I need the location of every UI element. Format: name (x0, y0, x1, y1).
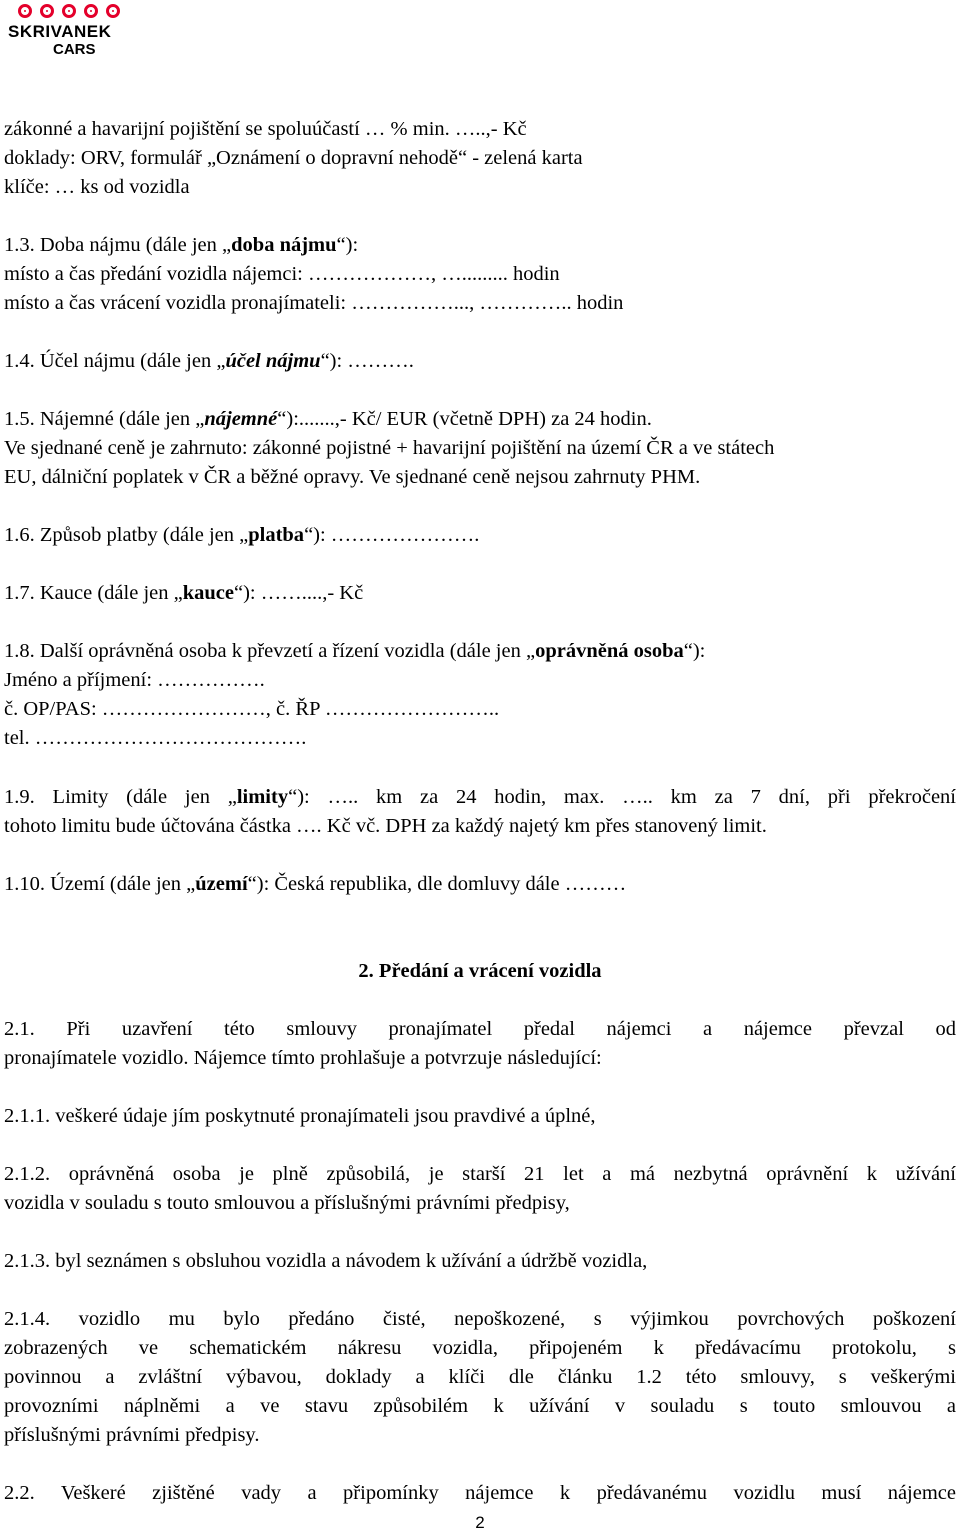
steering-wheel-icon (40, 4, 54, 18)
text-line: provozními náplněmi a ve stavu způsobilém k užívání v souladu s touto smlouvou a (4, 1395, 956, 1417)
text-line: Ve sjednané ceně je zahrnuto: zákonné pojistné + havarijní pojištění na území ČR a ve státech (4, 437, 775, 459)
text-line: č. OP/PAS: ……………………, č. ŘP …………………….. (4, 698, 500, 720)
section-1-4-title: 1.4. Účel nájmu (dále jen „účel nájmu“): ………. (4, 350, 414, 372)
text-line: příslušnými právními předpisy. (4, 1424, 260, 1446)
steering-wheel-icons (18, 4, 148, 18)
text-line: 2.2. Veškeré zjištěné vady a připomínky nájemce k předávanému vozidlu musí nájemce (4, 1482, 956, 1504)
text-line: místo a čas předání vozidla nájemci: ………………, …......... hodin (4, 263, 560, 285)
text-line: 2.1. Při uzavření této smlouvy pronajímatel předal nájemci a nájemce převzal od (4, 1018, 956, 1040)
text-line: místo a čas vrácení vozidla pronajímateli: ……………..., ………….. hodin (4, 292, 624, 314)
steering-wheel-icon (84, 4, 98, 18)
section-1-9-title: 1.9. Limity (dále jen „limity“): ….. km za 24 hodin, max. ….. km za 7 dní, při překročení (4, 786, 957, 808)
text-line: zobrazených ve schematickém nákresu vozidla, připojeném k předávacímu protokolu, s (4, 1337, 956, 1359)
section-1-8-title: 1.8. Další oprávněná osoba k převzetí a řízení vozidla (dále jen „oprávněná osoba“): (4, 640, 706, 662)
section-1-3-title: 1.3. Doba nájmu (dále jen „doba nájmu“): (4, 234, 359, 256)
text-line: 2.1.1. veškeré údaje jím poskytnuté pronajímateli jsou pravdivé a úplné, (4, 1105, 596, 1127)
section-1-5-title: 1.5. Nájemné (dále jen „nájemné“):.......,- Kč/ EUR (včetně DPH) za 24 hodin. (4, 408, 652, 430)
text-line: klíče: … ks od vozidla (4, 176, 190, 198)
text-line: doklady: ORV, formulář „Oznámení o dopravní nehodě“ - zelená karta (4, 147, 583, 169)
text-line: pronajímatele vozidlo. Nájemce tímto prohlašuje a potvrzuje následující: (4, 1047, 602, 1069)
text-line: EU, dálniční poplatek v ČR a běžné opravy. Ve sjednané ceně nejsou zahrnuty PHM. (4, 466, 701, 488)
logo-sub: CARS (53, 41, 96, 58)
section-1-10-title: 1.10. Území (dále jen „území“): Česká republika, dle domluvy dále ……… (4, 873, 627, 895)
steering-wheel-icon (18, 4, 32, 18)
text-line: tel. …………………………………. (4, 727, 307, 749)
text-line: 2.1.2. oprávněná osoba je plně způsobilá, je starší 21 let a má nezbytná oprávnění k užívání (4, 1163, 956, 1185)
text-line: 2.1.4. vozidlo mu bylo předáno čisté, nepoškozené, s výjimkou povrchových poškození (4, 1308, 956, 1330)
section-1-6-title: 1.6. Způsob platby (dále jen „platba“): …………………. (4, 524, 480, 546)
company-logo (8, 4, 148, 58)
steering-wheel-icon (62, 4, 76, 18)
section-1-7-title: 1.7. Kauce (dále jen „kauce“): ……....,- Kč (4, 582, 364, 604)
steering-wheel-icon (106, 4, 120, 18)
text-line: vozidla v souladu s touto smlouvou a příslušnými právními předpisy, (4, 1192, 570, 1214)
text-line: zákonné a havarijní pojištění se spoluúčastí … % min. …..,- Kč (4, 118, 527, 140)
text-line: 2.1.3. byl seznámen s obsluhou vozidla a návodem k užívání a údržbě vozidla, (4, 1250, 648, 1272)
page-number: 2 (475, 1513, 485, 1532)
logo-brand: SKRIVANEK (8, 22, 112, 41)
text-line: Jméno a příjmení: ……………. (4, 669, 265, 691)
section-2-heading: 2. Předání a vrácení vozidla (358, 960, 602, 982)
text-line: povinnou a zvláštní výbavou, doklady a klíči dle článku 1.2 této smlouvy, s veškerými (4, 1366, 956, 1388)
text-line: tohoto limitu bude účtována částka …. Kč vč. DPH za každý najetý km přes stanovený limit. (4, 815, 767, 837)
